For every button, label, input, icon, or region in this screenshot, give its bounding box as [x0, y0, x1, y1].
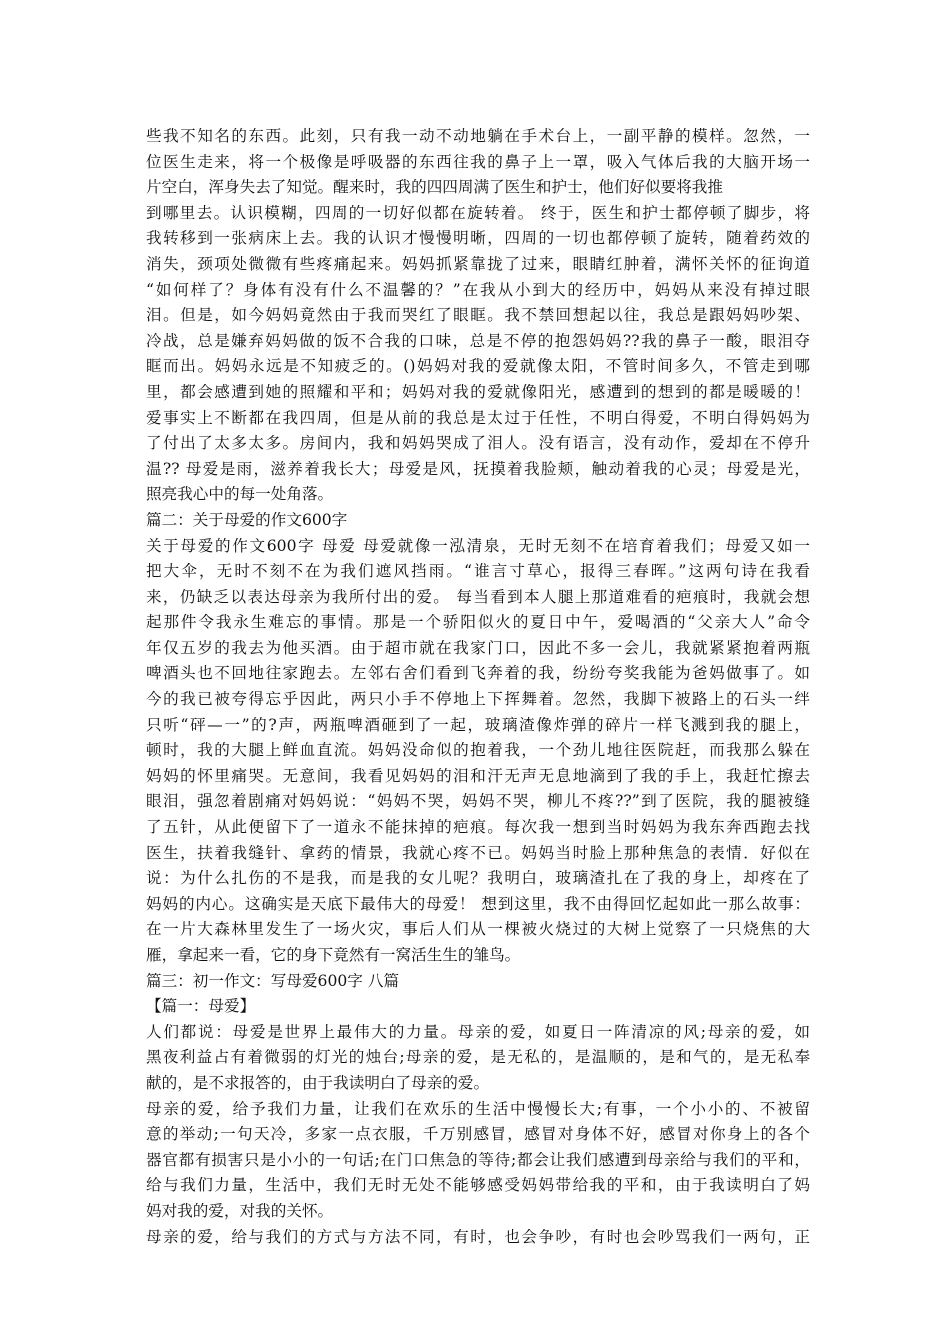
text-line: 给与我们力量，生活中，我们无时无处不能够感受妈妈带给我的平和，由于我读明白了妈	[146, 1176, 810, 1195]
text-line: 温?? 母爱是雨，滋养着我长大；母爱是风，抚摸着我脸颊，触动着我的心灵；母爱是光，	[146, 459, 810, 478]
text-line: 在一片大森林里发生了一场火灾，事后人们从一棵被火烧过的大树上觉察了一只烧焦的大	[146, 920, 810, 939]
text-line: 说：为什么扎伤的不是我，而是我的女儿呢？我明白，玻璃渣扎在了我的身上，却疼在了	[146, 869, 810, 888]
section-heading: 篇三：初一作文：写母爱600字 八篇	[146, 971, 400, 990]
text-line: 器官都有损害只是小小的一句话;在门口焦急的等待;都会让我们感遭到母亲给与我们的平和，	[146, 1150, 810, 1169]
text-line: 年仅五岁的我去为他买酒。由于超市就在我家门口，因此不多一会儿，我就紧紧抱着两瓶	[146, 638, 810, 657]
text-line: 献的，是不求报答的，由于我读明白了母亲的爱。	[146, 1073, 490, 1092]
text-line: 妈妈的怀里痛哭。无意间，我看见妈妈的泪和汗无声无息地滴到了我的手上，我赶忙擦去	[146, 766, 810, 785]
text-line: 冷战，总是嫌弃妈妈做的饭不合我的口味，总是不停的抱怨妈妈??我的鼻子一酸，眼泪夺	[146, 331, 810, 350]
text-line: 片空白，浑身失去了知觉。醒来时，我的四四周满了医生和护士，他们好似要将我推	[146, 178, 723, 197]
text-line: 只听“砰—一”的?声，两瓶啤酒砸到了一起，玻璃渣像炸弹的碎片一样飞溅到我的腿上，	[146, 715, 810, 734]
text-line: 泪。但是，如今妈妈竟然由于我而哭红了眼眶。我不禁回想起以往，我总是跟妈妈吵架、	[146, 306, 810, 325]
text-line: 位医生走来，将一个极像是呼吸器的东西往我的鼻子上一罩，吸入气体后我的大脑开场一	[146, 152, 810, 171]
text-line: 里，都会感遭到她的照耀和平和；妈妈对我的爱就像阳光，感遭到的想到的都是暖暖的！	[146, 382, 810, 401]
text-line: 起那件令我永生难忘的事情。那是一个骄阳似火的夏日中午，爱喝酒的“父亲大人”命令	[146, 613, 810, 632]
text-line: 照亮我心中的每一处角落。	[146, 485, 334, 504]
text-line: 我转移到一张病床上去。我的认识才慢慢明晰，四周的一切也都停顿了旋转，随着药效的	[146, 229, 810, 248]
text-line: 母亲的爱，给与我们的方式与方法不同，有时，也会争吵，有时也会吵骂我们一两句，正	[146, 1227, 810, 1246]
text-line: 眶而出。妈妈永远是不知疲乏的。()妈妈对我的爱就像太阳，不管时间多久，不管走到哪	[146, 357, 810, 376]
text-line: 来，仍缺乏以表达母亲为我所付出的爱。 每当看到本人腿上那道难看的疤痕时，我就会想	[146, 587, 810, 606]
text-line: 消失，颈项处微微有些疼痛起来。妈妈抓紧靠拢了过来，眼睛红肿着，满怀关怀的征询道	[146, 254, 810, 273]
text-line: 爱事实上不断都在我四周，但是从前的我总是太过于任性，不明白得爱，不明白得妈妈为	[146, 408, 810, 427]
section-heading: 篇二：关于母爱的作文600字	[146, 510, 348, 529]
subsection-heading: 【篇一：母爱】	[146, 997, 256, 1016]
text-line: 眼泪，强忽着剧痛对妈妈说：“妈妈不哭，妈妈不哭，柳儿不疼??”到了医院，我的腿被缝	[146, 792, 810, 811]
text-line: 到哪里去。认识模糊，四周的一切好似都在旋转着。 终于，医生和护士都停顿了脚步，将	[146, 203, 810, 222]
text-line: 些我不知名的东西。此刻，只有我一动不动地躺在手术台上，一副平静的模样。忽然，一	[146, 127, 810, 145]
text-line: “如何样了？身体有没有什么不温馨的？”在我从小到大的经历中，妈妈从来没有掉过眼	[146, 280, 810, 299]
text-line: 雁，拿起来一看，它的身下竟然有一窝活生生的雏鸟。	[146, 946, 521, 964]
text-line: 了付出了太多太多。房间内，我和妈妈哭成了泪人。没有语言，没有动作，爱却在不停升	[146, 434, 810, 453]
text-line: 人们都说：母爱是世界上最伟大的力量。母亲的爱，如夏日一阵清凉的风;母亲的爱，如	[146, 1022, 810, 1041]
text-line: 把大伞，无时不刻不在为我们遮风挡雨。“谁言寸草心，报得三春晖。”这两句诗在我看	[146, 562, 810, 581]
text-line: 医生，扶着我缝针、拿药的情景，我就心疼不已。妈妈当时脸上那种焦急的表情．好似在	[146, 843, 810, 862]
text-line: 啤酒头也不回地往家跑去。左邻右舍们看到飞奔着的我，纷纷夸奖我能为爸妈做事了。如	[146, 664, 810, 683]
text-line: 今的我已被夸得忘乎因此，两只小手不停地上下挥舞着。忽然，我脚下被路上的石头一绊	[146, 690, 810, 709]
document-page	[146, 124, 810, 1250]
text-line: 母亲的爱，给予我们力量，让我们在欢乐的生活中慢慢长大;有事，一个小小的、不被留	[146, 1099, 810, 1118]
text-line: 了五针，从此便留下了一道永不能抹掉的疤痕。每次我一想到当时妈妈为我东奔西跑去找	[146, 818, 810, 837]
text-line: 黑夜利益占有着微弱的灯光的烛台;母亲的爱，是无私的，是温顺的，是和气的，是无私奉	[146, 1048, 810, 1067]
text-line: 关于母爱的作文600字 母爱 母爱就像一泓清泉，无时无刻不在培育着我们；母爱又如一	[146, 536, 810, 555]
text-line: 妈妈的内心。这确实是天底下最伟大的母爱！ 想到这里，我不由得回忆起如此一那么故事：	[146, 894, 810, 913]
text-line: 妈对我的爱，对我的关怀。	[146, 1201, 334, 1220]
text-line: 意的举动;一句天冷，多家一点衣服，千万别感冒，感冒对身体不好，感冒对你身上的各个	[146, 1125, 810, 1144]
text-line: 顿时，我的大腿上鲜血直流。妈妈没命似的抱着我，一个劲儿地往医院赶，而我那么躲在	[146, 741, 810, 760]
